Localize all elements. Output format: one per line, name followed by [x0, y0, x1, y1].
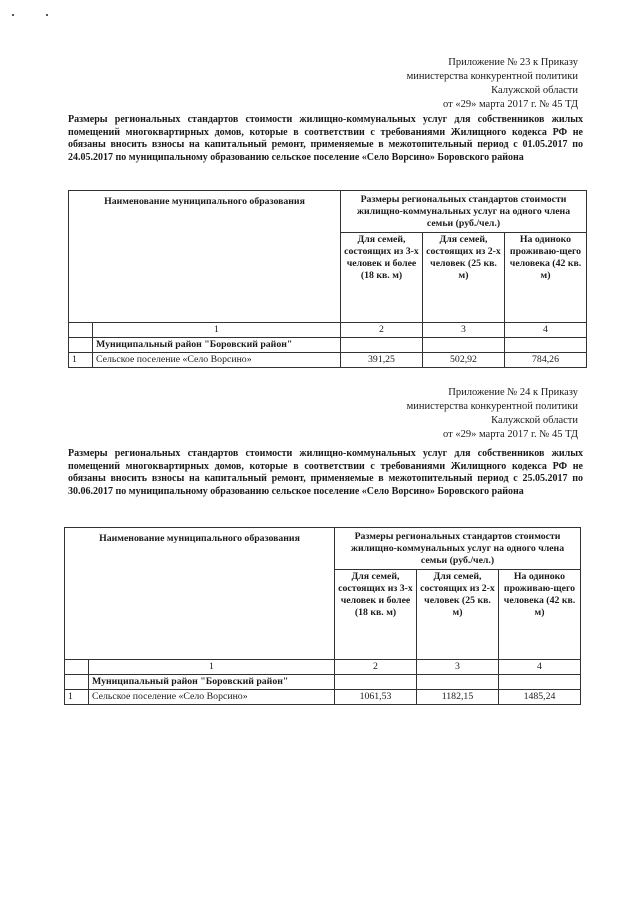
numbering-cell — [65, 660, 89, 675]
district-name: Муниципальный район "Боровский район" — [93, 338, 341, 353]
numbering-cell: 4 — [505, 323, 587, 338]
scan-speck — [12, 14, 14, 16]
appendix-line: Приложение № 23 к Приказу — [448, 57, 578, 68]
empty-cell — [417, 675, 499, 690]
empty-cell — [423, 338, 505, 353]
sub-header-2-persons: Для семей, состоящих из 2-х человек (25 кв. м) — [423, 233, 505, 323]
value-2-persons: 1182,15 — [417, 690, 499, 705]
sub-header-2-persons: Для семей, состоящих из 2-х человек (25 кв. м) — [417, 570, 499, 660]
appendix-header-23 — [407, 56, 578, 112]
scan-speck — [46, 14, 48, 16]
row-number: 1 — [65, 690, 89, 705]
sub-header-3-persons: Для семей, состоящих из 3-х человек и более (18 кв. м) — [335, 570, 417, 660]
district-num-cell — [69, 338, 93, 353]
value-3-persons: 1061,53 — [335, 690, 417, 705]
appendix-line: Приложение № 24 к Приказу — [448, 387, 578, 398]
empty-cell — [335, 675, 417, 690]
col-header-name: Наименование муниципального образования — [69, 191, 341, 323]
numbering-cell: 4 — [499, 660, 581, 675]
appendix-line: Калужской области — [491, 85, 578, 96]
numbering-cell: 2 — [335, 660, 417, 675]
numbering-cell: 3 — [417, 660, 499, 675]
document-title-1: Размеры региональных стандартов стоимости жилищно-коммунальных услуг для собственников жилых помещений многоквартирных домов, которые в соответствии с требованиями Жилищного кодекса РФ не обязаны вносить взносы на капитальный ремонт, применяемые в межотопительный период с 01.05.2017 по 24.05.2017 по муниципальному образованию сельское поселение «Село Ворсино» Боровского района — [68, 114, 583, 163]
settlement-name: Сельское поселение «Село Ворсино» — [93, 353, 341, 368]
standards-table-2 — [64, 527, 581, 705]
settlement-name: Сельское поселение «Село Ворсино» — [89, 690, 335, 705]
value-single: 784,26 — [505, 353, 587, 368]
value-3-persons: 391,25 — [341, 353, 423, 368]
numbering-cell: 3 — [423, 323, 505, 338]
district-num-cell — [65, 675, 89, 690]
empty-cell — [499, 675, 581, 690]
document-title-2: Размеры региональных стандартов стоимости жилищно-коммунальных услуг для собственников жилых помещений многоквартирных домов, которые в соответствии с требованиями Жилищного кодекса РФ не обязаны вносить взносы на капитальный ремонт, применяемые в межотопительный период с 25.05.2017 по 30.06.2017 по муниципальному образованию сельское поселение «Село Ворсино» Боровского района — [68, 448, 583, 497]
appendix-line: от «29» марта 2017 г. № 45 ТД — [443, 429, 578, 440]
row-number: 1 — [69, 353, 93, 368]
appendix-line: Калужской области — [491, 415, 578, 426]
empty-cell — [341, 338, 423, 353]
sub-header-single: На одиноко проживаю-щего человека (42 кв. м) — [499, 570, 581, 660]
numbering-cell: 1 — [89, 660, 335, 675]
standards-table-1 — [68, 190, 587, 368]
col-header-group: Размеры региональных стандартов стоимости жилищно-коммунальных услуг на одного члена семьи (руб./чел.) — [341, 191, 587, 233]
appendix-line: министерства конкурентной политики — [406, 71, 578, 82]
col-header-name: Наименование муниципального образования — [65, 528, 335, 660]
numbering-cell — [69, 323, 93, 338]
district-name: Муниципальный район "Боровский район" — [89, 675, 335, 690]
sub-header-single: На одиноко проживаю-щего человека (42 кв. м) — [505, 233, 587, 323]
numbering-cell: 2 — [341, 323, 423, 338]
empty-cell — [505, 338, 587, 353]
value-single: 1485,24 — [499, 690, 581, 705]
value-2-persons: 502,92 — [423, 353, 505, 368]
appendix-line: министерства конкурентной политики — [406, 401, 578, 412]
appendix-header-24 — [407, 386, 578, 442]
col-header-group: Размеры региональных стандартов стоимости жилищно-коммунальных услуг на одного члена семьи (руб./чел.) — [335, 528, 581, 570]
sub-header-3-persons: Для семей, состоящих из 3-х человек и более (18 кв. м) — [341, 233, 423, 323]
numbering-cell: 1 — [93, 323, 341, 338]
appendix-line: от «29» марта 2017 г. № 45 ТД — [443, 99, 578, 110]
